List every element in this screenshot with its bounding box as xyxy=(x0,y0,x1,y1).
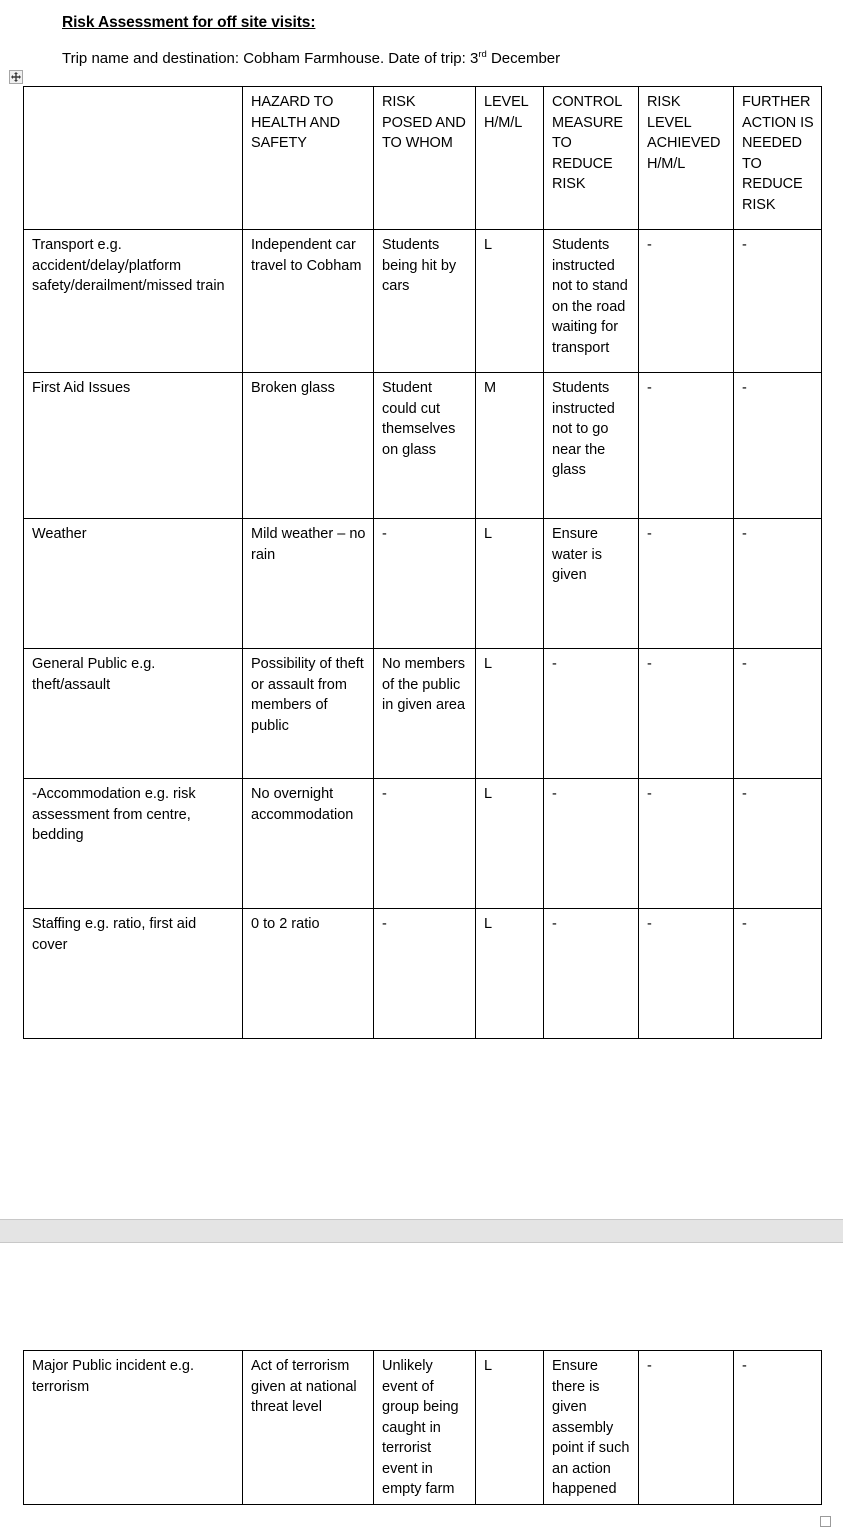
table-row xyxy=(24,1351,822,1505)
cell-category: First Aid Issues xyxy=(24,373,243,519)
cell-control: - xyxy=(544,649,639,779)
page-title: Risk Assessment for off site visits: xyxy=(62,14,316,31)
cell-further-action: - xyxy=(734,519,822,649)
cell-further-action: - xyxy=(734,373,822,519)
cell-level: L xyxy=(476,649,544,779)
cell-control: Students instructed not to stand on the road waiting for transport xyxy=(544,230,639,373)
cell-category: Staffing e.g. ratio, first aid cover xyxy=(24,909,243,1039)
cell-level: L xyxy=(476,519,544,649)
cell-risk-achieved: - xyxy=(639,779,734,909)
cell-risk-achieved: - xyxy=(639,373,734,519)
page-break-separator xyxy=(0,1219,843,1243)
cell-risk: No members of the public in given area xyxy=(374,649,476,779)
table-row xyxy=(24,779,822,909)
table-resize-handle-icon[interactable] xyxy=(820,1516,831,1527)
cell-level: L xyxy=(476,230,544,373)
table-header-row xyxy=(24,87,822,230)
cell-further-action: - xyxy=(734,779,822,909)
cell-category: -Accommodation e.g. risk assessment from centre, bedding xyxy=(24,779,243,909)
table-row xyxy=(24,649,822,779)
cell-hazard: Broken glass xyxy=(243,373,374,519)
trip-date-ordinal-suffix: rd xyxy=(478,49,487,60)
cell-further-action: - xyxy=(734,909,822,1039)
cell-risk: - xyxy=(374,779,476,909)
cell-hazard: Independent car travel to Cobham xyxy=(243,230,374,373)
cell-category: Weather xyxy=(24,519,243,649)
column-header-control: CONTROL MEASURE TO REDUCE RISK xyxy=(544,87,639,230)
column-header-risk: RISK POSED AND TO WHOM xyxy=(374,87,476,230)
cell-hazard: Mild weather – no rain xyxy=(243,519,374,649)
cell-level: L xyxy=(476,1351,544,1505)
cell-further-action: - xyxy=(734,230,822,373)
cell-hazard: Possibility of theft or assault from members of public xyxy=(243,649,374,779)
cell-further-action: - xyxy=(734,649,822,779)
table-row xyxy=(24,909,822,1039)
cell-category: Major Public incident e.g. terrorism xyxy=(24,1351,243,1505)
cell-risk-achieved: - xyxy=(639,230,734,373)
table-row xyxy=(24,373,822,519)
risk-assessment-table-page2 xyxy=(23,1350,822,1505)
cell-risk-achieved: - xyxy=(639,649,734,779)
cell-hazard: 0 to 2 ratio xyxy=(243,909,374,1039)
cell-risk: Students being hit by cars xyxy=(374,230,476,373)
cell-risk: Student could cut themselves on glass xyxy=(374,373,476,519)
table-body xyxy=(24,1351,822,1505)
column-header-level: LEVEL H/M/L xyxy=(476,87,544,230)
cell-control: Ensure there is given assembly point if such an action happened xyxy=(544,1351,639,1505)
table-move-handle-icon[interactable] xyxy=(9,70,23,84)
cell-level: L xyxy=(476,779,544,909)
cell-further-action: - xyxy=(734,1351,822,1505)
cell-level: L xyxy=(476,909,544,1039)
cell-category: General Public e.g. theft/assault xyxy=(24,649,243,779)
trip-details-suffix: December xyxy=(486,50,561,67)
risk-assessment-table-page1 xyxy=(23,86,822,1039)
cell-control: - xyxy=(544,779,639,909)
cell-level: M xyxy=(476,373,544,519)
cell-control: Students instructed not to go near the glass xyxy=(544,373,639,519)
cell-risk-achieved: - xyxy=(639,519,734,649)
cell-risk: - xyxy=(374,519,476,649)
cell-risk-achieved: - xyxy=(639,1351,734,1505)
cell-hazard: No overnight accommodation xyxy=(243,779,374,909)
cell-control: - xyxy=(544,909,639,1039)
cell-risk-achieved: - xyxy=(639,909,734,1039)
table-row xyxy=(24,230,822,373)
cell-category: Transport e.g. accident/delay/platform safety/derailment/missed train xyxy=(24,230,243,373)
table-body xyxy=(24,230,822,1039)
trip-details-prefix: Trip name and destination: Cobham Farmhouse. Date of trip: 3 xyxy=(62,50,479,67)
cell-hazard: Act of terrorism given at national threat level xyxy=(243,1351,374,1505)
trip-details-line xyxy=(62,50,560,67)
table-header xyxy=(24,87,822,230)
cell-risk: - xyxy=(374,909,476,1039)
column-header-category xyxy=(24,87,243,230)
column-header-hazard: HAZARD TO HEALTH AND SAFETY xyxy=(243,87,374,230)
table-row xyxy=(24,519,822,649)
column-header-further-action: FURTHER ACTION IS NEEDED TO REDUCE RISK xyxy=(734,87,822,230)
cell-control: Ensure water is given xyxy=(544,519,639,649)
column-header-risk-achieved: RISK LEVEL ACHIEVED H/M/L xyxy=(639,87,734,230)
cell-risk: Unlikely event of group being caught in terrorist event in empty farm xyxy=(374,1351,476,1505)
